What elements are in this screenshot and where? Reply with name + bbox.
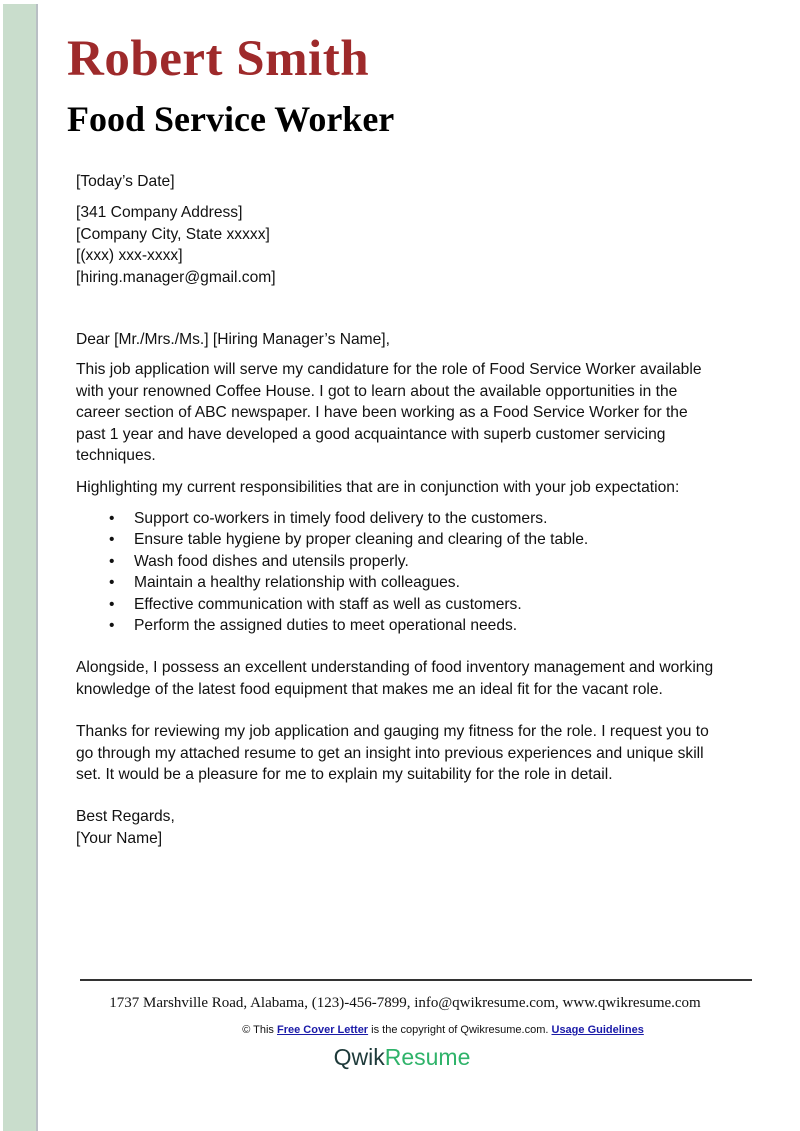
salutation <box>76 329 390 351</box>
sign-off <box>76 806 175 849</box>
responsibilities-list <box>76 508 588 636</box>
text-line: techniques. <box>76 447 156 464</box>
highlight-intro <box>76 477 679 499</box>
company-address <box>76 202 276 288</box>
text-line: past 1 year and have developed a good acquaintance with superb customer servicing <box>76 425 666 443</box>
sidebar-accent-bar <box>3 4 38 1131</box>
copy-prefix: © This <box>242 1024 277 1036</box>
list-item: • Ensure table hygiene by proper cleaning and clearing of the table. <box>76 529 588 550</box>
paragraph-intro <box>76 359 702 467</box>
text-line: Thanks for reviewing my job application and gauging my fitness for the role. I request you to <box>76 723 709 740</box>
free-cover-letter-link[interactable]: Free Cover Letter <box>277 1024 369 1036</box>
text-line: knowledge of the latest food equipment that makes me an ideal fit for the vacant role. <box>76 680 663 698</box>
list-item: • Maintain a healthy relationship with colleagues. <box>76 572 588 593</box>
footer-divider <box>80 979 752 981</box>
list-item: • Perform the assigned duties to meet operational needs. <box>76 615 588 636</box>
paragraph-skills <box>76 657 713 700</box>
date <box>76 171 175 193</box>
text-line: with your renowned Coffee House. I got to learn about the available opportunities in the <box>76 382 678 400</box>
copyright-notice <box>0 1024 800 1036</box>
date-text: [Today’s Date] <box>76 173 175 190</box>
signature-name: [Your Name] <box>76 829 163 847</box>
footer-address: 1737 Marshville Road, Alabama, (123)-456-7899, info@qwikresume.com, www.qwikresume.com <box>109 995 701 1011</box>
logo-qwik: Qwik <box>333 1044 385 1070</box>
text-line: set. It would be a pleasure for me to explain my suitability for the role in detail. <box>76 766 613 783</box>
address-line: [341 Company Address] <box>76 204 243 221</box>
job-title: Food Service Worker <box>67 99 395 139</box>
text-line: This job application will serve my candidature for the role of Food Service Worker available <box>76 361 702 378</box>
copy-middle: is the copyright of Qwikresume.com. <box>368 1024 552 1036</box>
text-line: Highlighting my current responsibilities that are in conjunction with your job expectation: <box>76 479 680 496</box>
salutation-text: Dear [Mr./Mrs./Ms.] [Hiring Manager’s Name], <box>76 331 390 348</box>
text-line: Alongside, I possess an excellent understanding of food inventory management and working <box>76 659 714 676</box>
applicant-name: Robert Smith <box>67 31 370 87</box>
paragraph-closing <box>76 721 709 786</box>
address-line: [hiring.manager@gmail.com] <box>76 268 276 286</box>
logo-resume: Resume <box>384 1044 471 1070</box>
closing-text: Best Regards, <box>76 808 175 825</box>
address-line: [(xxx) xxx-xxxx] <box>76 247 183 264</box>
list-item: • Wash food dishes and utensils properly. <box>76 551 588 572</box>
text-line: go through my attached resume to get an insight into previous experiences and unique skill <box>76 744 704 762</box>
address-line: [Company City, State xxxxx] <box>76 225 270 243</box>
usage-guidelines-link[interactable]: Usage Guidelines <box>551 1024 644 1036</box>
text-line: career section of ABC newspaper. I have been working as a Food Service Worker for the <box>76 404 688 421</box>
list-item: • Effective communication with staff as well as customers. <box>76 594 588 615</box>
qwikresume-logo[interactable] <box>0 1044 800 1071</box>
list-item: • Support co-workers in timely food delivery to the customers. <box>76 508 588 529</box>
